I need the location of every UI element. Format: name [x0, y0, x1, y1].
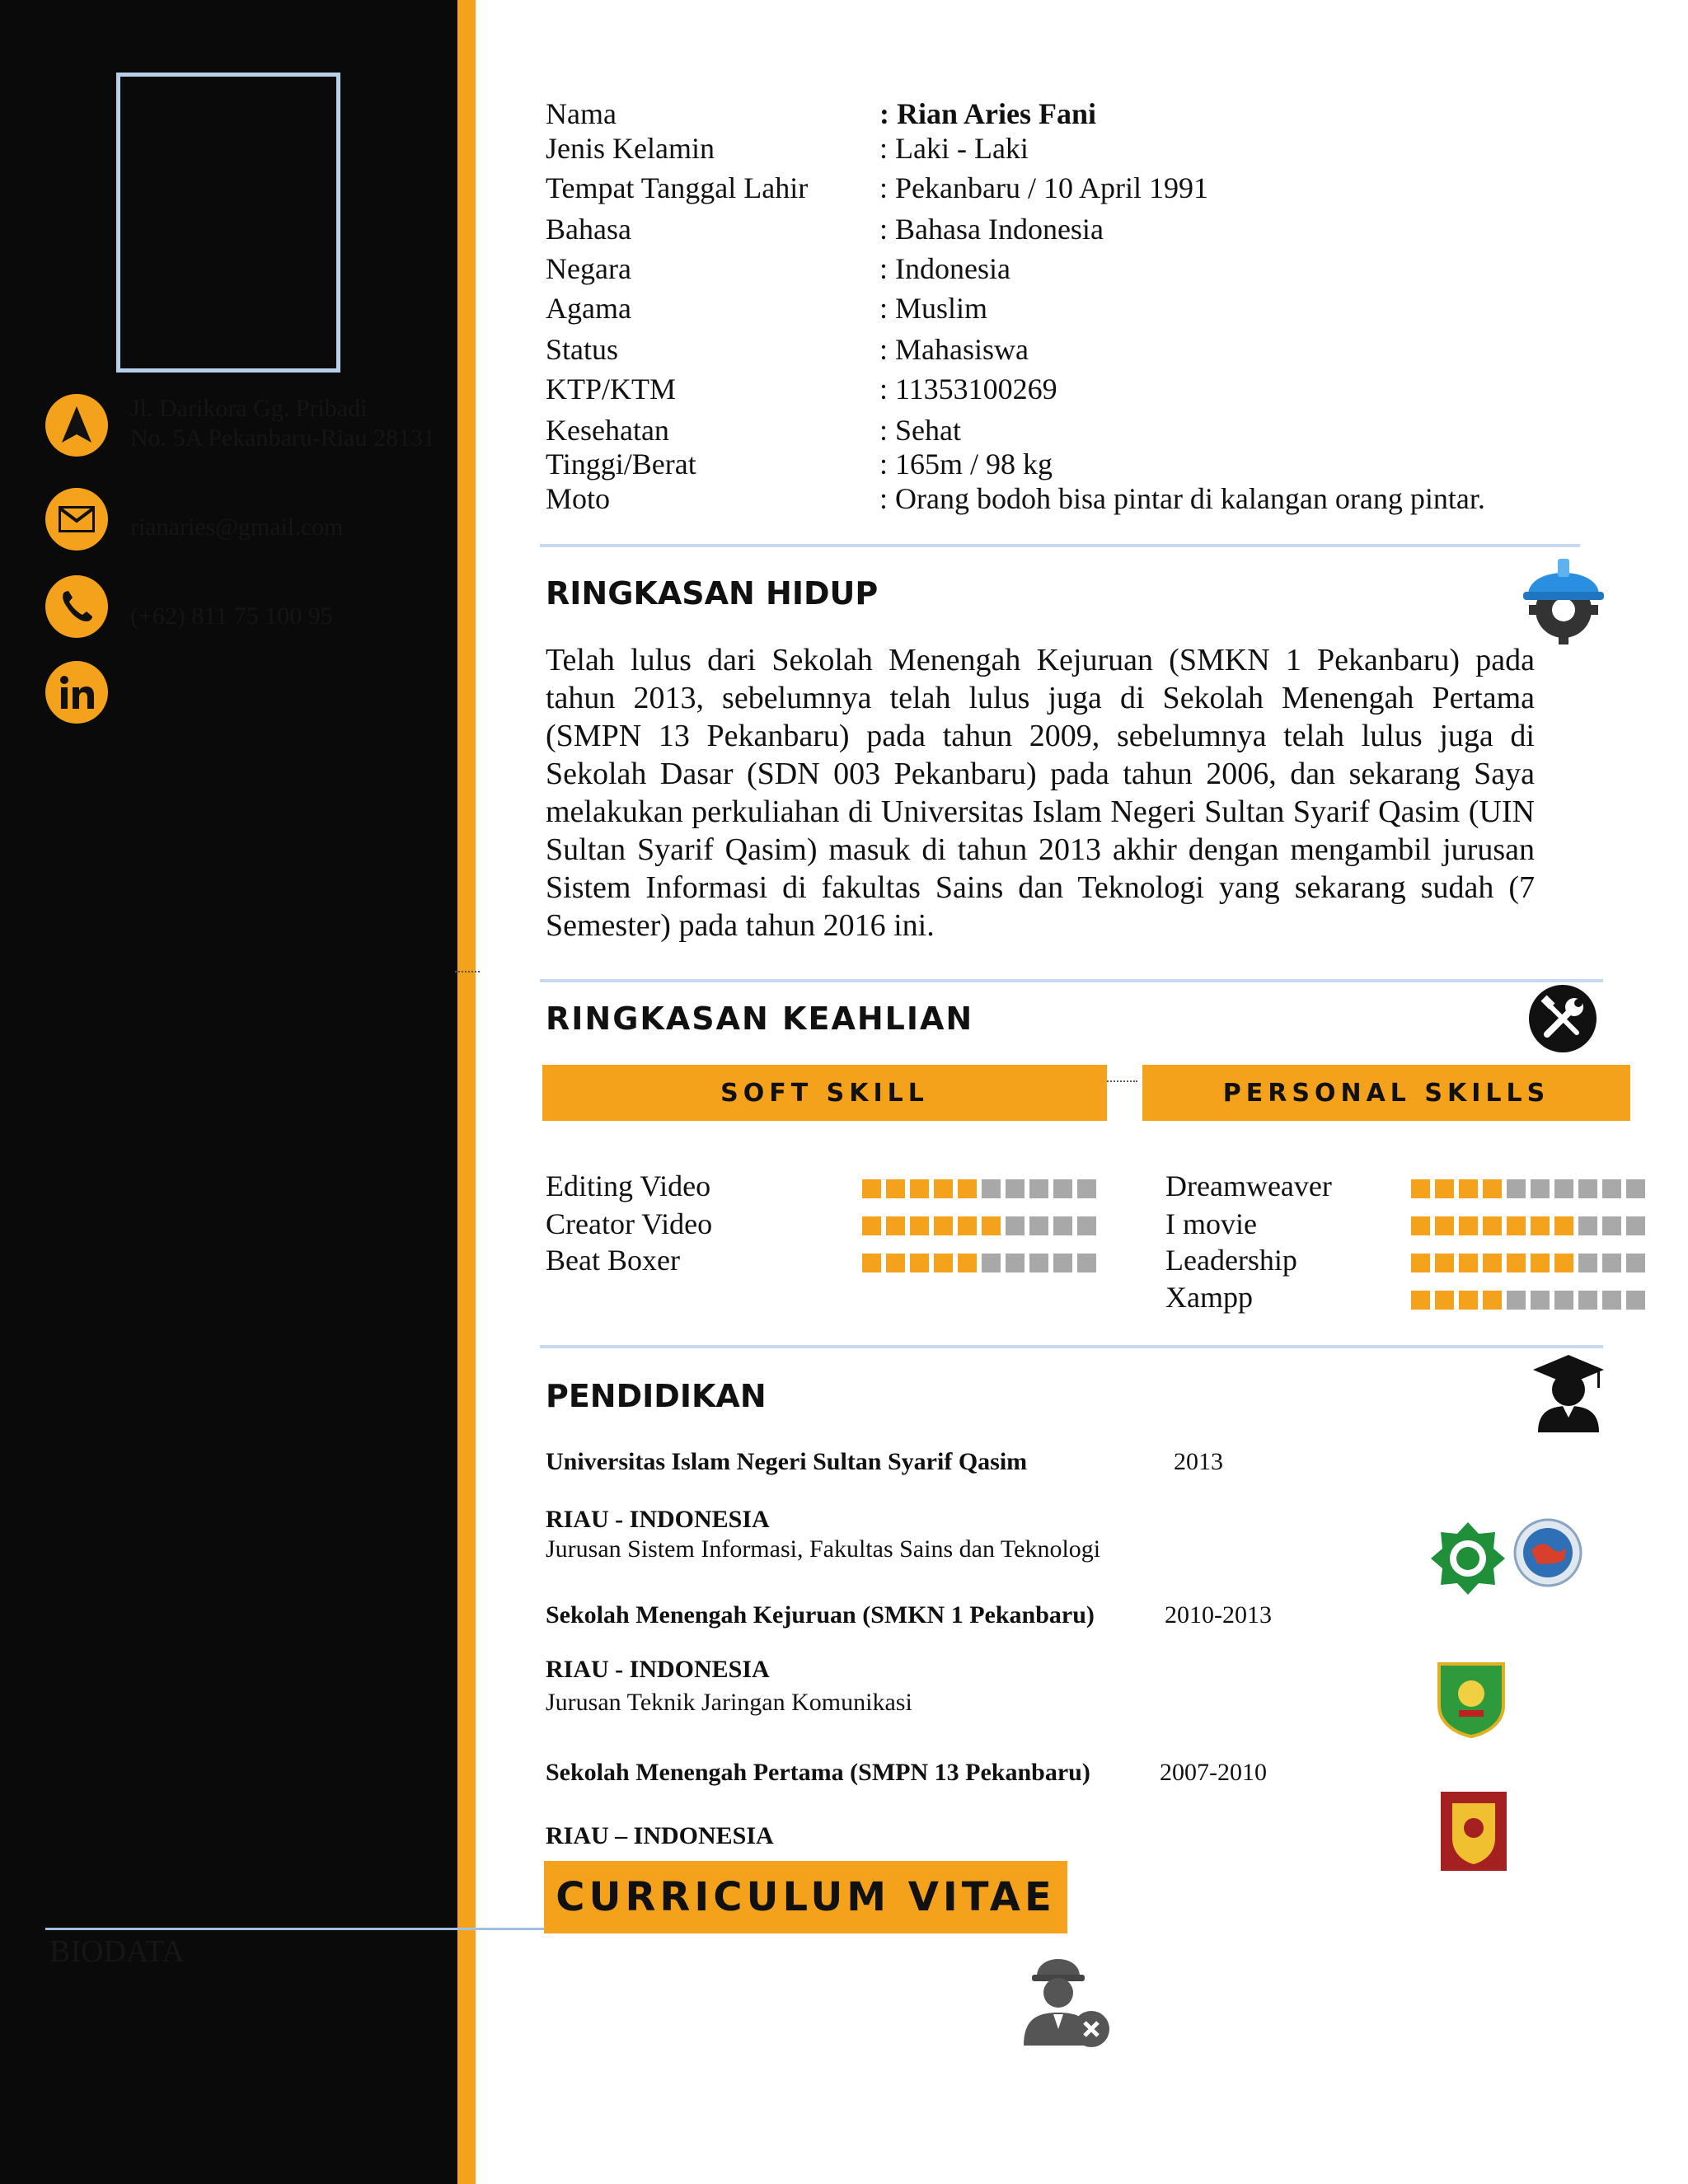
section-divider [540, 544, 1580, 547]
rating-square-empty [1602, 1254, 1621, 1272]
school-name: Sekolah Menengah Pertama (SMPN 13 Pekanbaru) [546, 1759, 1090, 1786]
rating-square-filled [862, 1254, 881, 1272]
skills-dotted-divider [1104, 1080, 1137, 1082]
rating-square-filled [1435, 1216, 1454, 1235]
rating-square-empty [1578, 1254, 1597, 1272]
sidebar-dotted-divider [455, 971, 480, 972]
address-text [130, 394, 435, 453]
biodata-underline [45, 1928, 544, 1930]
profile-label: Agama [546, 292, 631, 325]
rating-square-filled [1483, 1254, 1502, 1272]
rating-square-filled [1435, 1254, 1454, 1272]
rating-square-empty [1578, 1291, 1597, 1310]
rating-square-filled [1483, 1216, 1502, 1235]
rating-square-filled [1483, 1179, 1502, 1198]
photo-frame [116, 73, 340, 373]
skills-title: RINGKASAN KEAHLIAN [546, 1001, 974, 1037]
biodata-label: BIODATA [49, 1934, 185, 1969]
rating-square-filled [1554, 1216, 1573, 1235]
school-name: Sekolah Menengah Kejuruan (SMKN 1 Pekanbaru) [546, 1601, 1095, 1629]
profile-label: Tempat Tanggal Lahir [546, 171, 809, 204]
rating-square-filled [1411, 1179, 1430, 1198]
rating-square-filled [934, 1179, 953, 1198]
rating-square-filled [886, 1254, 905, 1272]
rating-square-filled [1435, 1179, 1454, 1198]
rating-square-filled [958, 1179, 977, 1198]
skill-rating-bar [862, 1216, 1096, 1235]
profile-value: : Mahasiswa [879, 333, 1029, 366]
school-year: 2013 [1174, 1448, 1223, 1475]
linkedin-icon[interactable] [45, 661, 108, 724]
address-line-2: No. 5A Pekanbaru-Riau 28131 [130, 424, 435, 452]
skill-rating-bar [1411, 1291, 1645, 1310]
rating-square-empty [1626, 1291, 1645, 1310]
rating-square-filled [862, 1216, 881, 1235]
soft-skill-name: Editing Video [546, 1169, 711, 1202]
profile-value: : Laki - Laki [879, 132, 1029, 165]
email-text[interactable]: rianaries@gmail.com [130, 513, 344, 541]
rating-square-filled [910, 1179, 929, 1198]
rating-square-empty [1006, 1179, 1025, 1198]
graduate-icon [1531, 1352, 1606, 1438]
school-region: RIAU - INDONESIA [546, 1656, 770, 1683]
section-divider [540, 1345, 1603, 1348]
rating-square-empty [1053, 1254, 1072, 1272]
profile-label: Tinggi/Berat [546, 448, 696, 480]
rating-square-empty [1077, 1179, 1096, 1198]
profile-label: Nama [546, 97, 617, 130]
school-name: Universitas Islam Negeri Sultan Syarif Qasim [546, 1448, 1028, 1475]
curriculum-vitae-banner: CURRICULUM VITAE [544, 1861, 1067, 1933]
profile-value: : Muslim [879, 292, 988, 325]
rating-square-filled [862, 1179, 881, 1198]
rating-square-empty [1507, 1179, 1526, 1198]
address-line-1: Jl. Darikora Gg. Pribadi [130, 395, 368, 422]
rating-square-empty [1077, 1216, 1096, 1235]
rating-square-empty [1531, 1291, 1550, 1310]
school-region: RIAU - INDONESIA [546, 1506, 770, 1533]
rating-square-filled [1411, 1291, 1430, 1310]
rating-square-filled [1459, 1254, 1478, 1272]
smpn-logo [1441, 1792, 1507, 1875]
section-divider [540, 979, 1603, 982]
phone-text[interactable]: (+62) 811 75 100 95 [130, 602, 333, 630]
rating-square-empty [1602, 1291, 1621, 1310]
rating-square-filled [1507, 1254, 1526, 1272]
faculty-globe-logo [1513, 1518, 1582, 1591]
profile-value: : Indonesia [879, 252, 1010, 285]
profile-value: : Rian Aries Fani [879, 97, 1097, 130]
profile-value: : 11353100269 [879, 373, 1057, 405]
rating-square-filled [1459, 1216, 1478, 1235]
profile-label: Negara [546, 252, 631, 285]
rating-square-filled [1531, 1216, 1550, 1235]
profile-label: Status [546, 333, 619, 366]
rating-square-empty [982, 1254, 1001, 1272]
rating-square-empty [1602, 1179, 1621, 1198]
rating-square-empty [1077, 1254, 1096, 1272]
email-icon[interactable] [45, 488, 108, 551]
rating-square-empty [1029, 1254, 1048, 1272]
accent-stripe [457, 0, 476, 2184]
rating-square-empty [1006, 1216, 1025, 1235]
summary-title: RINGKASAN HIDUP [546, 575, 879, 612]
rating-square-filled [1531, 1254, 1550, 1272]
rating-square-filled [982, 1216, 1001, 1235]
rating-square-empty [1053, 1179, 1072, 1198]
rating-square-empty [1006, 1254, 1025, 1272]
personal-skill-name: I movie [1165, 1207, 1257, 1240]
rating-square-empty [1029, 1179, 1048, 1198]
rating-square-filled [1554, 1254, 1573, 1272]
soft-skill-name: Creator Video [546, 1207, 713, 1240]
uin-logo [1431, 1521, 1505, 1604]
rating-square-empty [1029, 1216, 1048, 1235]
profile-label: Kesehatan [546, 414, 669, 447]
personal-skill-name: Leadership [1165, 1244, 1297, 1277]
profile-value: : Sehat [879, 414, 961, 447]
profile-label: Jenis Kelamin [546, 132, 715, 165]
profile-label: Moto [546, 482, 611, 515]
rating-square-filled [910, 1216, 929, 1235]
rating-square-empty [1053, 1216, 1072, 1235]
rating-square-empty [1507, 1291, 1526, 1310]
skill-rating-bar [862, 1254, 1096, 1272]
rating-square-empty [1554, 1179, 1573, 1198]
rating-square-empty [1531, 1179, 1550, 1198]
rating-square-filled [886, 1179, 905, 1198]
rating-square-filled [1507, 1216, 1526, 1235]
personal-skill-name: Xampp [1165, 1281, 1253, 1314]
profile-value: : Bahasa Indonesia [879, 213, 1104, 246]
school-year: 2007-2010 [1160, 1759, 1267, 1786]
rating-square-filled [1411, 1254, 1430, 1272]
school-major: Jurusan Teknik Jaringan Komunikasi [546, 1689, 912, 1716]
rating-square-empty [1554, 1291, 1573, 1310]
personal-skills-header: PERSONAL SKILLS [1142, 1065, 1630, 1121]
rating-square-empty [1578, 1179, 1597, 1198]
rating-square-filled [1435, 1291, 1454, 1310]
rating-square-empty [1578, 1216, 1597, 1235]
rating-square-filled [934, 1216, 953, 1235]
rating-square-filled [958, 1254, 977, 1272]
location-icon[interactable] [45, 394, 108, 457]
rating-square-filled [1459, 1291, 1478, 1310]
rating-square-empty [1626, 1216, 1645, 1235]
tools-icon [1527, 983, 1598, 1058]
rating-square-filled [958, 1216, 977, 1235]
school-region: RIAU – INDONESIA [546, 1822, 774, 1849]
rating-square-filled [886, 1216, 905, 1235]
rating-square-empty [1626, 1254, 1645, 1272]
rating-square-filled [934, 1254, 953, 1272]
rating-square-filled [910, 1254, 929, 1272]
phone-icon[interactable] [45, 575, 108, 638]
rating-square-filled [1483, 1291, 1502, 1310]
profile-value: : 165m / 98 kg [879, 448, 1053, 480]
school-year: 2010-2013 [1165, 1601, 1272, 1629]
rating-square-empty [1602, 1216, 1621, 1235]
soft-skill-name: Beat Boxer [546, 1244, 680, 1277]
skill-rating-bar [1411, 1254, 1645, 1272]
skill-rating-bar [862, 1179, 1096, 1198]
skill-rating-bar [1411, 1179, 1645, 1198]
rating-square-filled [1459, 1179, 1478, 1198]
rating-square-empty [982, 1179, 1001, 1198]
profile-label: KTP/KTM [546, 373, 677, 405]
profile-value: : Pekanbaru / 10 April 1991 [879, 171, 1208, 204]
worker-helmet-icon [1518, 546, 1609, 649]
education-title: PENDIDIKAN [546, 1378, 767, 1414]
profile-value: : Orang bodoh bisa pintar di kalangan orang pintar. [879, 482, 1485, 515]
skill-rating-bar [1411, 1216, 1645, 1235]
smkn-logo [1436, 1661, 1507, 1742]
engineer-wrench-icon [1015, 1943, 1114, 2055]
rating-square-filled [1411, 1216, 1430, 1235]
rating-square-empty [1626, 1179, 1645, 1198]
personal-skill-name: Dreamweaver [1165, 1169, 1332, 1202]
school-major: Jurusan Sistem Informasi, Fakultas Sains dan Teknologi [546, 1535, 1101, 1563]
profile-label: Bahasa [546, 213, 631, 246]
summary-paragraph: Telah lulus dari Sekolah Menengah Kejuruan (SMKN 1 Pekanbaru) pada tahun 2013, sebelumnya telah lulus juga di Sekolah Menengah Pertama (SMPN 13 Pekanbaru) pada tahun 2009, sebelumnya telah lulus juga di Sekolah Dasar (SDN 003 Pekanbaru) pada tahun 2006, dan sekarang Saya melakukan perkuliahan di Universitas Islam Negeri Sultan Syarif Qasim (UIN Sultan Syarif Qasim) masuk di tahun 2013 akhir dengan mengambil jurusan Sistem Informasi di fakultas Sains dan Teknologi yang sekarang sudah (7 Semester) pada tahun 2016 ini. [546, 643, 1535, 943]
soft-skill-header: SOFT SKILL [542, 1065, 1107, 1121]
